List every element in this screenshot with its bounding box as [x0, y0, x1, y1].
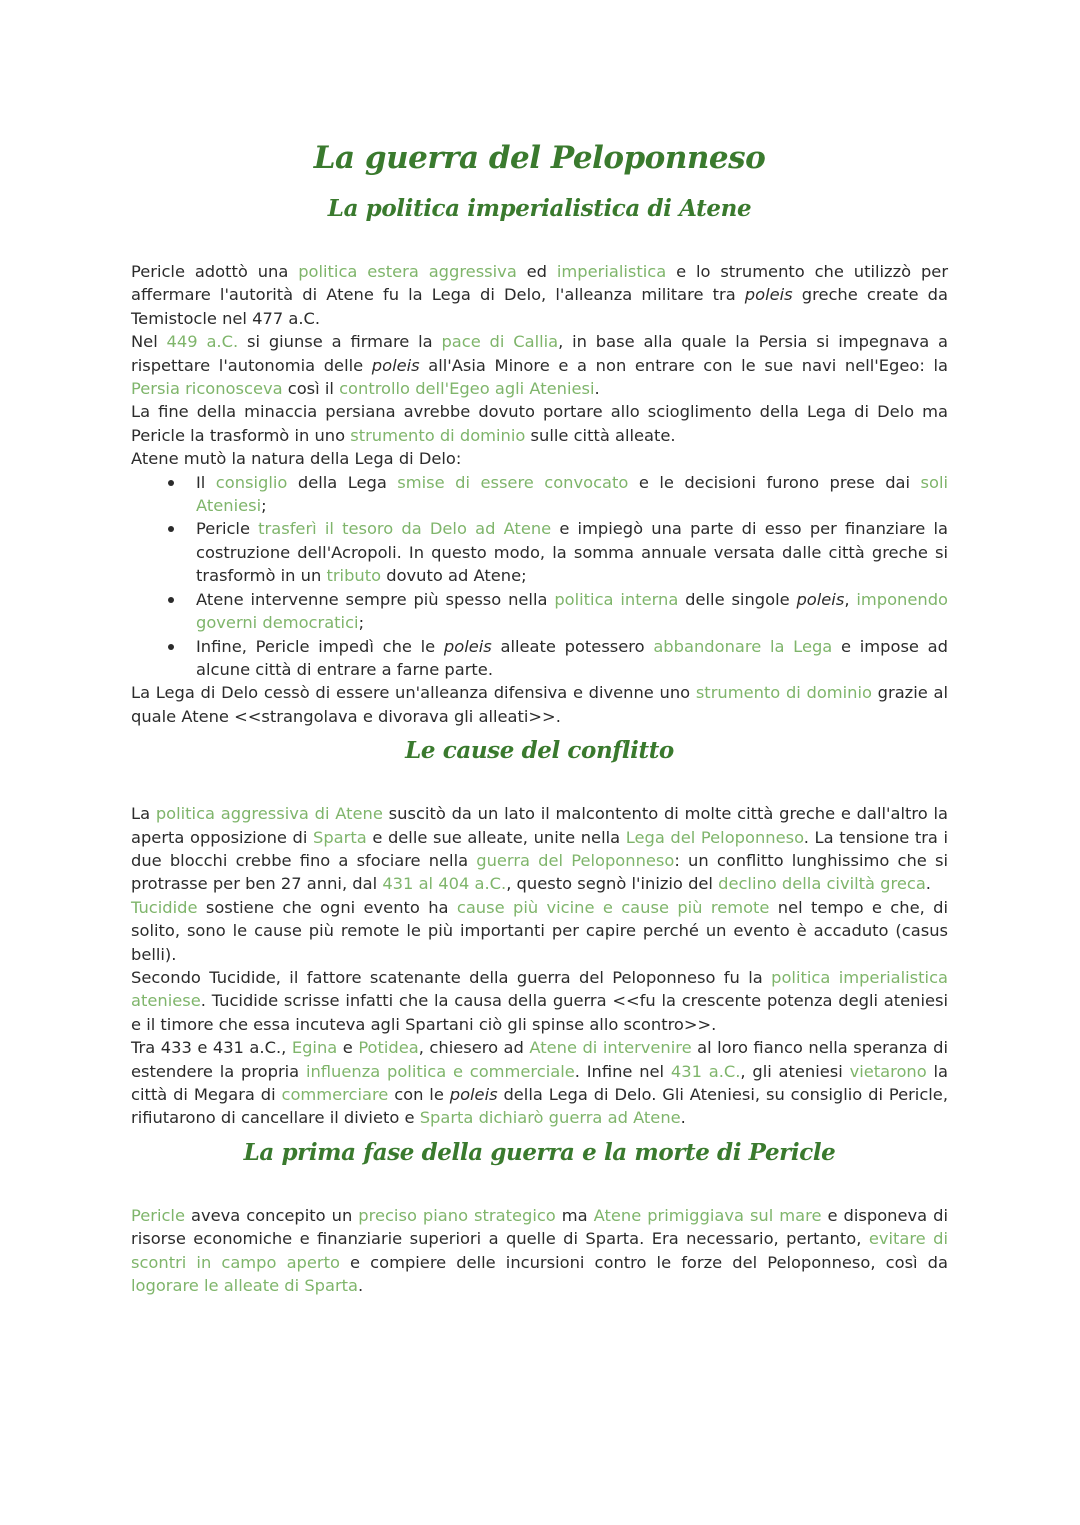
text-run: Secondo Tucidide, il fattore scatenante della guerra del Peloponneso fu la	[131, 967, 772, 987]
text-run: e compiere delle incursioni contro le forze del Peloponneso, così da	[339, 1252, 948, 1272]
highlighted-text: Lega del Peloponneso	[625, 827, 804, 847]
text-run: e impose ad alcune città di entrare a farne parte.	[196, 636, 948, 679]
text-run: . La tensione tra i due blocchi crebbe fino a sfociare nella	[131, 827, 949, 870]
bullet-item	[196, 588, 948, 635]
section-prima-fase	[131, 1136, 948, 1298]
text-run: suscitò da un lato il malcontento di molte città greche e dall'altro la aperta opposizione di	[131, 804, 948, 847]
highlighted-text: tributo	[326, 566, 382, 586]
paragraph	[131, 896, 948, 966]
text-run: alleate potessero	[491, 636, 654, 656]
text-run: dovuto ad Atene;	[381, 566, 527, 586]
highlighted-text: 449 a.C.	[166, 332, 239, 352]
text-run: .	[680, 1108, 686, 1128]
text-run: . Tucidide scrisse infatti che la causa della guerra <<fu la crescente potenza degli ateniesi e il timore che essa incuteva agli Spartani ciò gli spinse allo scontro>>.	[131, 991, 948, 1034]
section-heading: Le cause del conflitto	[405, 737, 674, 765]
text-run: nel tempo e che, di solito, sono le cause più remote le più importanti per capire perché un evento è accaduto (casus belli).	[131, 897, 948, 964]
paragraph	[131, 802, 948, 896]
highlighted-text: strumento di dominio	[695, 683, 872, 703]
text-run: , chiesero ad	[418, 1038, 530, 1058]
paragraph	[131, 330, 948, 400]
section-heading: La politica imperialistica di Atene	[327, 195, 752, 222]
section-cause-conflitto	[131, 734, 948, 1130]
text-run: e	[337, 1038, 359, 1058]
highlighted-text: influenza politica e commerciale	[305, 1061, 575, 1081]
section-heading: La prima fase della guerra e la morte di Pericle	[243, 1138, 836, 1166]
highlighted-text: Potidea	[358, 1038, 419, 1058]
bullet-list	[131, 471, 948, 682]
text-run: Il	[196, 472, 216, 492]
text-run: sostiene che ogni evento ha	[197, 897, 457, 917]
text-run: La Lega di Delo cessò di essere un'alleanza difensiva e divenne uno	[131, 683, 696, 703]
text-run: La	[131, 804, 156, 824]
highlighted-text: guerra del Peloponneso	[476, 850, 675, 870]
text-run: , gli ateniesi	[740, 1061, 850, 1081]
highlighted-text: vietarono	[849, 1061, 927, 1081]
text-run: ma	[555, 1205, 594, 1225]
text-run: con le	[388, 1085, 450, 1104]
highlighted-text: abbandonare la Lega	[653, 636, 833, 656]
bullet-item	[196, 517, 948, 587]
highlighted-text: Persia riconosceva	[131, 379, 283, 399]
paragraph	[131, 1036, 948, 1130]
highlighted-text: Tucidide	[131, 897, 198, 917]
highlighted-text: evitare di scontri in campo aperto	[131, 1229, 948, 1272]
text-run: greche create da Temistocle nel 477 a.C.	[131, 285, 948, 328]
highlighted-text: pace di Callia	[441, 332, 559, 352]
highlighted-text: politica interna	[554, 589, 679, 609]
text-run: .	[925, 874, 931, 894]
highlighted-text: logorare le alleate di Sparta	[131, 1276, 359, 1296]
italic-term: poleis	[449, 1085, 498, 1104]
text-run: all'Asia Minore e a non entrare con le sue navi nell'Egeo: la	[419, 355, 948, 375]
text-run: al loro fianco nella speranza di estendere la propria	[131, 1038, 948, 1081]
text-run: . Infine nel	[574, 1061, 671, 1081]
highlighted-text: commerciare	[281, 1085, 389, 1104]
highlighted-text: Sparta dichiarò guerra ad Atene	[419, 1108, 681, 1128]
text-run: Atene intervenne sempre più spesso nella	[196, 589, 555, 609]
text-run: e impiegò una parte di esso per finanziare la costruzione dell'Acropoli. In questo modo, la somma annuale versata dalle città greche si trasformò in un	[196, 519, 948, 586]
italic-term: poleis	[796, 589, 845, 609]
highlighted-text: strumento di dominio	[350, 425, 526, 445]
text-run: e disponeva di risorse economiche e finanziarie superiori a quelle di Sparta. Era necessario, pertanto,	[131, 1205, 948, 1249]
italic-term: poleis	[371, 355, 420, 375]
highlighted-text: 431 a.C.	[670, 1061, 741, 1081]
highlighted-text: soli Ateniesi	[196, 472, 949, 516]
text-run: Pericle	[196, 519, 259, 539]
text-run: grazie al quale Atene <<strangolava e divorava gli alleati>>.	[131, 683, 948, 726]
section-politica-imperialistica	[131, 192, 948, 728]
paragraph	[131, 400, 948, 447]
paragraph	[131, 966, 948, 1036]
text-run: la città di Megara di	[131, 1061, 948, 1104]
paragraph	[131, 260, 948, 330]
text-run: della Lega	[287, 472, 398, 492]
section-body	[131, 802, 948, 1130]
highlighted-text: 431 al 404 a.C.	[382, 874, 507, 894]
text-run: e le decisioni furono prese dai	[628, 472, 921, 492]
highlighted-text: consiglio	[215, 472, 288, 492]
highlighted-text: declino della civiltà greca	[718, 874, 926, 894]
text-run: della Lega di Delo. Gli Ateniesi, su consiglio di Pericle, rifiutarono di cancellare il divieto e	[131, 1085, 948, 1128]
text-run: Pericle adottò una	[131, 262, 299, 281]
highlighted-text: Pericle	[131, 1205, 185, 1225]
text-run: si giunse a firmare la	[238, 332, 442, 352]
highlighted-text: imperialistica	[556, 262, 667, 281]
highlighted-text: controllo dell'Egeo agli Ateniesi	[339, 379, 595, 399]
highlighted-text: Atene primiggiava sul mare	[593, 1205, 822, 1225]
highlighted-text: imponendo governi democratici	[196, 589, 948, 633]
page-title: La guerra del Peloponneso	[313, 140, 766, 176]
highlighted-text: preciso piano strategico	[358, 1205, 556, 1225]
text-run: La fine della minaccia persiana avrebbe dovuto portare allo scioglimento della Lega di Delo ma Pericle la trasformò in uno	[131, 402, 948, 445]
italic-term: poleis	[744, 285, 793, 305]
text-run: , in base alla quale la Persia si impegnava a rispettare l'autonomia delle	[131, 332, 948, 375]
bullet-item	[196, 635, 948, 682]
section-body	[131, 1204, 948, 1298]
text-run: .	[358, 1276, 364, 1296]
highlighted-text: politica estera aggressiva	[298, 262, 517, 281]
highlighted-text: smise di essere convocato	[397, 472, 629, 492]
italic-term: poleis	[443, 636, 492, 656]
paragraph	[131, 1204, 948, 1298]
text-run: così il	[282, 379, 340, 399]
text-run: : un conflitto lunghissimo che si protrasse per ben 27 anni, dal	[131, 850, 948, 894]
text-run: ed	[516, 262, 557, 281]
highlighted-text: politica aggressiva di Atene	[155, 804, 383, 824]
highlighted-text: politica imperialistica ateniese	[131, 967, 948, 1011]
text-run: Atene mutò la natura della Lega di Delo:	[131, 449, 462, 469]
text-run: Tra 433 e 431 a.C.,	[131, 1038, 292, 1058]
text-run: delle singole	[678, 589, 797, 609]
text-run: e delle sue alleate, unite nella	[366, 827, 626, 847]
text-run: Nel	[131, 332, 167, 352]
highlighted-text: trasferì il tesoro da Delo ad Atene	[258, 519, 552, 539]
paragraph	[131, 447, 948, 470]
highlighted-text: cause più vicine e cause più remote	[456, 897, 770, 917]
text-run: ,	[844, 589, 857, 609]
bullet-item	[196, 471, 948, 518]
text-run: Infine, Pericle impedì che le	[196, 636, 444, 656]
text-run: .	[594, 379, 600, 399]
text-run: , questo segnò l'inizio del	[506, 874, 719, 894]
text-run: aveva concepito un	[184, 1205, 359, 1225]
highlighted-text: Atene di intervenire	[529, 1038, 692, 1058]
paragraph	[131, 681, 948, 728]
highlighted-text: Sparta	[313, 827, 367, 847]
text-run: ;	[358, 613, 365, 633]
text-run: ;	[261, 496, 267, 516]
text-run: e lo strumento che utilizzò per affermare l'autorità di Atene fu la Lega di Delo, l'alleanza militare tra	[131, 262, 949, 305]
highlighted-text: Egina	[291, 1038, 338, 1058]
text-run: sulle città alleate.	[525, 425, 676, 445]
section-body	[131, 260, 948, 728]
